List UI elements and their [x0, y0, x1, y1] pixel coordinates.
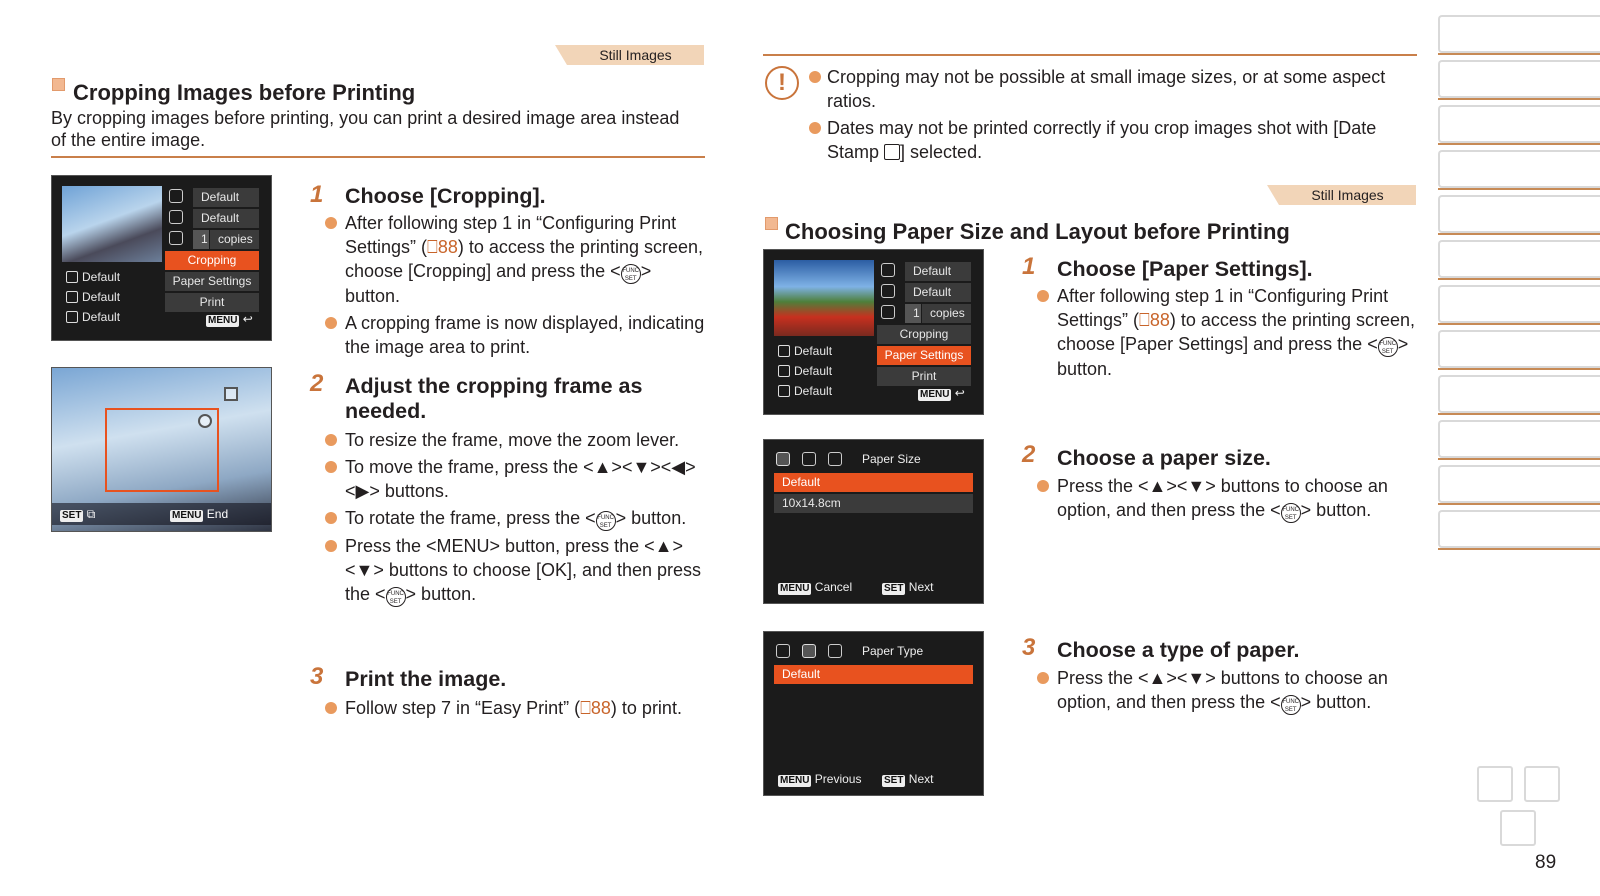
side-setting-3: Default [66, 310, 120, 324]
step-number: 1 [310, 181, 324, 208]
chapter-tab[interactable] [1438, 465, 1600, 503]
camera-cropping-screen [51, 367, 272, 532]
photo-thumbnail [62, 186, 162, 262]
section-marker [765, 217, 778, 230]
menu-item-paper-settings[interactable]: Paper Settings [165, 272, 259, 291]
step-number: 2 [310, 370, 324, 397]
chapter-tab[interactable] [1438, 60, 1600, 98]
func-set-icon: FUNC SET [1378, 337, 1398, 357]
list-item: Press the <▲><▼> buttons to choose an option, and then press the < FUNC SET > button. [1037, 666, 1422, 715]
menu-back-hint: MENU ↩ [920, 386, 965, 400]
page-ref-link[interactable]: ⎕88 [580, 698, 611, 718]
chapter-tab[interactable] [1438, 375, 1600, 413]
list-item: To rotate the frame, press the < FUNC SET > button. [325, 506, 710, 531]
step-3-bullets [325, 696, 710, 723]
option-selected[interactable]: Default [774, 473, 973, 492]
section-title: Choosing Paper Size and Layout before Printing [785, 219, 1290, 244]
list-item: A cropping frame is now displayed, indicating the image area to print. [325, 311, 710, 359]
option-selected[interactable]: Default [774, 665, 973, 684]
back-arrow-icon: ↩ [242, 312, 253, 326]
menu-item-copies-count[interactable]: 1 [905, 304, 921, 323]
paper-size-icon [778, 345, 790, 357]
step-title: Choose a paper size. [1057, 446, 1271, 470]
chapter-tab[interactable] [1438, 15, 1600, 53]
paper-type-icon [778, 365, 790, 377]
previous-hint: MENU Previous [780, 772, 862, 786]
date-icon [169, 189, 183, 203]
list-item: Cropping may not be possible at small image sizes, or at some aspect ratios. [809, 65, 1399, 113]
step-title: Choose [Paper Settings]. [1057, 257, 1313, 281]
caution-rule [763, 54, 1417, 56]
chapter-tab[interactable] [1438, 285, 1600, 323]
prev-page-button[interactable] [1477, 766, 1513, 802]
chapter-tab[interactable] [1438, 105, 1600, 143]
chapter-tab[interactable] [1438, 195, 1600, 233]
menu-back-hint: MENU ↩ [208, 312, 253, 326]
cropping-bottom-bar: SET ⧉ MENU End [52, 503, 272, 525]
copies-icon [169, 231, 183, 245]
section-marker [52, 78, 65, 91]
list-item: Press the <▲><▼> buttons to choose an option, and then press the < FUNC SET > button. [1037, 474, 1422, 523]
list-item: To move the frame, press the <▲><▼><◀><▶> buttons. [325, 455, 710, 503]
chapter-tab[interactable] [1438, 420, 1600, 458]
camera-print-menu-screen-2 [763, 249, 984, 415]
cancel-hint: MENU Cancel [780, 580, 853, 594]
chapter-tab[interactable] [1438, 510, 1600, 548]
menu-item-copies-count[interactable]: 1 [193, 230, 209, 249]
step-number: 2 [1022, 441, 1036, 468]
step-number: 3 [1022, 634, 1036, 661]
paper-type-tab-icon [802, 644, 816, 658]
list-item: Press the <MENU> button, press the <▲><▼> buttons to choose [OK], and then press the < FUNC SET > button. [325, 534, 710, 607]
func-set-icon: FUNC SET [1281, 503, 1301, 523]
step-title: Choose a type of paper. [1057, 638, 1300, 662]
photo-thumbnail [774, 260, 874, 336]
list-item: After following step 1 in “Configuring Print Settings” (⎕88) to access the printing screen, choose [Paper Settings] and press the < FUNC SET > button. [1037, 284, 1422, 381]
still-images-tag: Still Images [567, 45, 704, 65]
list-item: Dates may not be printed correctly if you crop images shot with [Date Stamp ] selected. [809, 116, 1399, 164]
step-title: Adjust the cropping frame as needed. [345, 374, 643, 423]
side-setting-1: Default [778, 344, 832, 358]
option[interactable]: 10x14.8cm [774, 494, 973, 513]
menu-item-print[interactable]: Print [165, 293, 259, 312]
right-step-1-bullets [1037, 284, 1422, 384]
menu-item-date[interactable]: Default [193, 188, 259, 207]
layout-icon [66, 311, 78, 323]
func-set-icon: FUNC SET [596, 511, 616, 531]
side-setting-3: Default [778, 384, 832, 398]
func-set-icon: FUNC SET [1281, 695, 1301, 715]
list-item: Follow step 7 in “Easy Print” (⎕88) to print. [325, 696, 710, 720]
rotate-icon [224, 387, 238, 401]
paper-size-icon [66, 271, 78, 283]
zoom-icon [198, 414, 212, 428]
menu-item-image[interactable]: Default [193, 209, 259, 228]
step-title: Choose [Cropping]. [345, 184, 546, 208]
side-setting-1: Default [66, 270, 120, 284]
menu-item-cropping[interactable]: Cropping [165, 251, 259, 270]
chapter-tab[interactable] [1438, 330, 1600, 368]
page-ref-link[interactable]: ⎕88 [1139, 310, 1170, 330]
paper-type-icon [66, 291, 78, 303]
section-intro: By cropping images before printing, you can print a desired image area instead of the entire image. [51, 108, 680, 150]
step-number: 3 [310, 663, 324, 690]
still-images-tag: Still Images [1279, 185, 1416, 205]
image-icon [881, 284, 895, 298]
page-number: 89 [1535, 852, 1557, 873]
menu-item-print[interactable]: Print [877, 367, 971, 386]
menu-item-image[interactable]: Default [905, 283, 971, 302]
screen-header: Paper Size [862, 452, 921, 466]
menu-item-copies[interactable]: copies [210, 230, 259, 249]
step-title: Print the image. [345, 667, 507, 691]
page-ref-link[interactable]: ⎕88 [427, 237, 458, 257]
screen-header: Paper Type [862, 644, 924, 658]
list-item: To resize the frame, move the zoom lever. [325, 428, 710, 452]
chapter-tab[interactable] [1438, 150, 1600, 188]
section-rule [51, 156, 705, 158]
date-stamp-icon [884, 144, 900, 160]
layout-icon [778, 385, 790, 397]
section-title: Cropping Images before Printing [73, 80, 416, 105]
next-hint: SET Next [884, 772, 934, 786]
camera-paper-size-screen [763, 439, 984, 604]
back-button[interactable] [1500, 810, 1536, 846]
next-page-button[interactable] [1524, 766, 1560, 802]
layout-tab-icon [828, 452, 842, 466]
paper-size-tab-icon [776, 452, 790, 466]
step-number: 1 [1022, 253, 1036, 280]
next-hint: SET Next [884, 580, 934, 594]
image-icon [169, 210, 183, 224]
menu-item-paper-settings[interactable]: Paper Settings [877, 346, 971, 365]
step-2-bullets [325, 428, 710, 610]
right-step-2-bullets [1037, 474, 1422, 526]
right-step-3-bullets [1037, 666, 1422, 718]
camera-print-menu-screen [51, 175, 272, 341]
camera-paper-type-screen [763, 631, 984, 796]
side-setting-2: Default [66, 290, 120, 304]
step-1-bullets [325, 211, 710, 362]
layout-tab-icon [828, 644, 842, 658]
menu-item-copies[interactable]: copies [922, 304, 971, 323]
paper-type-tab-icon [802, 452, 816, 466]
caution-icon: ! [765, 66, 799, 100]
side-setting-2: Default [778, 364, 832, 378]
back-arrow-icon: ↩ [954, 386, 965, 400]
caution-list [809, 65, 1399, 167]
menu-item-cropping[interactable]: Cropping [877, 325, 971, 344]
func-set-icon: FUNC SET [621, 264, 641, 284]
func-set-icon: FUNC SET [386, 587, 406, 607]
list-item: After following step 1 in “Configuring Print Settings” (⎕88) to access the printing screen, choose [Cropping] and press the < FUNC SET > button. [325, 211, 710, 308]
menu-item-date[interactable]: Default [905, 262, 971, 281]
date-icon [881, 263, 895, 277]
rotate-frame-icon: ⧉ [86, 507, 96, 521]
copies-icon [881, 305, 895, 319]
chapter-tab[interactable] [1438, 240, 1600, 278]
paper-size-tab-icon [776, 644, 790, 658]
